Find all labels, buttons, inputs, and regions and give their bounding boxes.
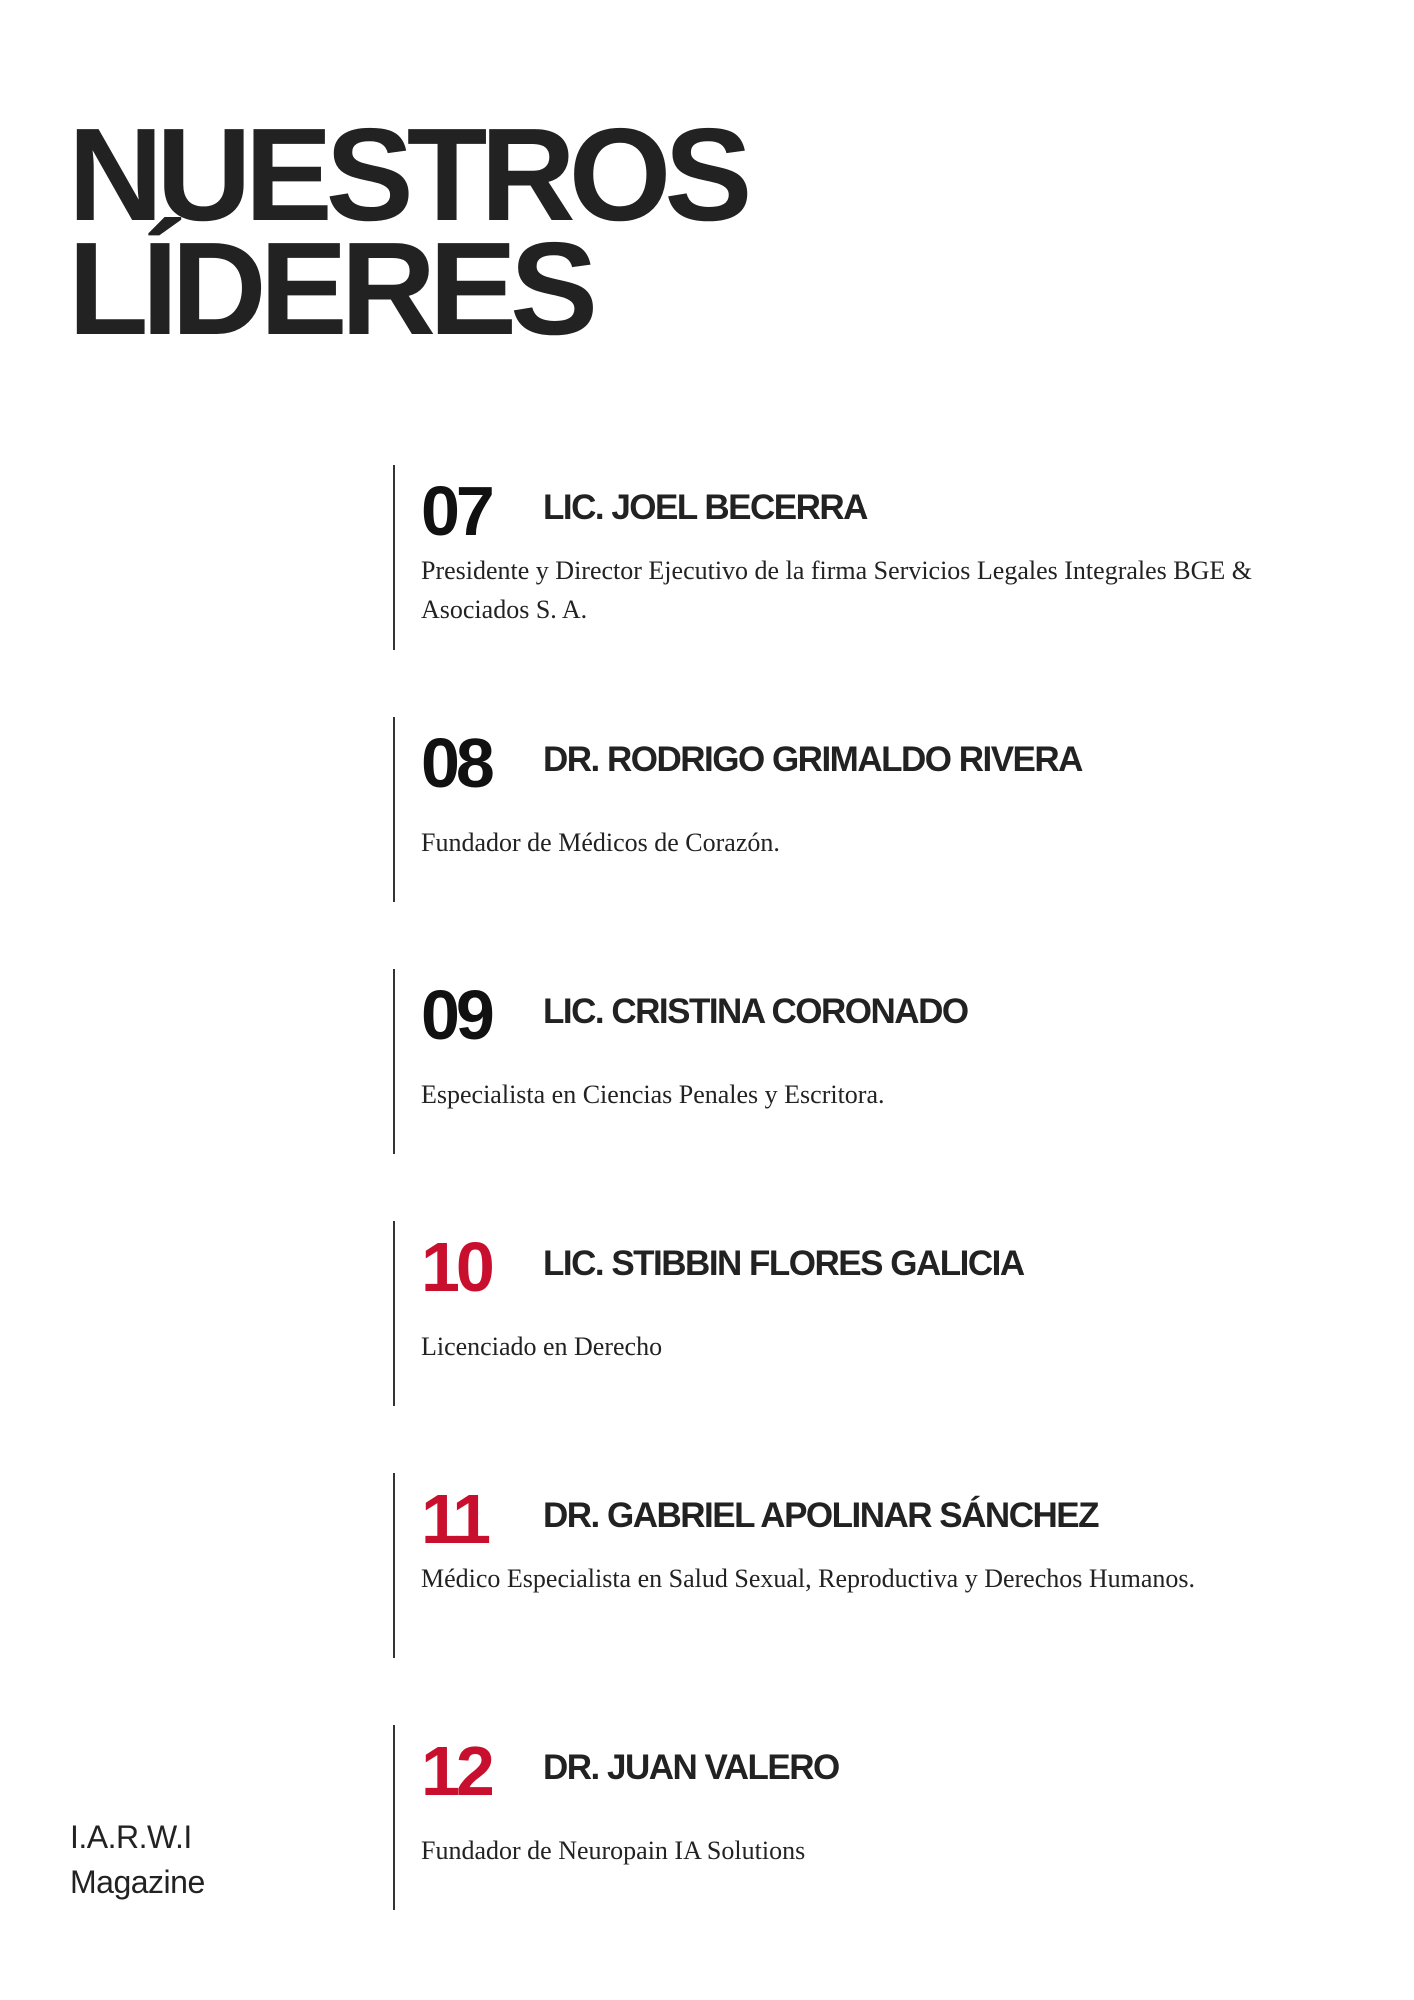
leader-description: Especialista en Ciencias Penales y Escritora. <box>421 1080 885 1109</box>
leader-number: 09 <box>421 976 491 1054</box>
leader-description: Licenciado en Derecho <box>421 1332 663 1361</box>
leader-description: Fundador de Médicos de Corazón. <box>421 828 780 857</box>
leader-name: DR. GABRIEL APOLINAR SÁNCHEZ <box>543 1496 1098 1535</box>
leader-number: 07 <box>421 472 491 550</box>
leader-entry-10 <box>393 1221 1355 1406</box>
leader-entry-12 <box>393 1725 1355 1910</box>
brand-line-1: I.A.R.W.I <box>70 1819 192 1855</box>
leader-number: 12 <box>421 1732 491 1810</box>
leader-description: Médico Especialista en Salud Sexual, Reproductiva y Derechos Humanos. <box>421 1564 1196 1593</box>
leader-name: LIC. CRISTINA CORONADO <box>543 992 968 1031</box>
page-title-line-2: LÍDERES <box>68 215 592 362</box>
leader-name: DR. JUAN VALERO <box>543 1748 839 1787</box>
leader-description: Presidente y Director Ejecutivo de la firma Servicios Legales Integrales BGE & Asociados S. A. <box>421 556 1252 624</box>
leader-number: 08 <box>421 724 491 802</box>
leader-name: DR. RODRIGO GRIMALDO RIVERA <box>543 740 1082 779</box>
leader-name: LIC. JOEL BECERRA <box>543 488 867 527</box>
page-title-line-1: NUESTROS <box>68 101 746 248</box>
leader-name: LIC. STIBBIN FLORES GALICIA <box>543 1244 1024 1283</box>
magazine-brand <box>70 1815 205 1905</box>
leader-entry-11 <box>393 1473 1355 1658</box>
leader-entry-08 <box>393 717 1355 902</box>
leader-number: 10 <box>421 1228 491 1306</box>
leader-entry-07 <box>393 465 1355 650</box>
brand-line-2: Magazine <box>70 1864 205 1900</box>
leader-entry-09 <box>393 969 1355 1154</box>
leader-number: 11 <box>421 1480 487 1558</box>
leader-description: Fundador de Neuropain IA Solutions <box>421 1836 806 1865</box>
page-title <box>68 101 746 362</box>
